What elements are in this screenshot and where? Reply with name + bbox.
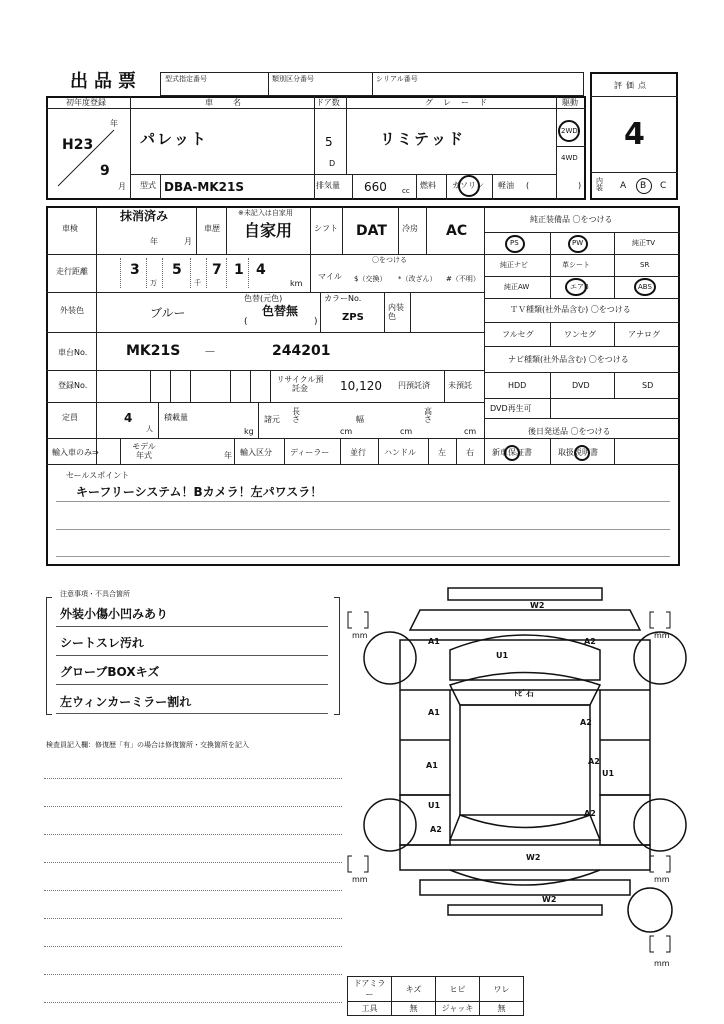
car-name-value: パレット — [140, 130, 208, 148]
inspector-label: 検査員記入欄：修復歴「有」の場合は修復箇所・交換箇所を記入 — [46, 741, 249, 749]
shaken-label: 車検 — [62, 224, 78, 233]
legend-break: ワレ — [480, 977, 524, 1002]
legend-tools-value: 無 — [392, 1002, 436, 1016]
equip-sr: SR — [640, 261, 650, 269]
chassis-label: 車台No. — [58, 348, 88, 357]
sales-text: キーフリーシステム！Bカメラ！左パワスラ！ — [76, 485, 323, 499]
mark-a1-front-left: A1 — [428, 637, 440, 646]
dims-width: 幅 — [356, 415, 364, 424]
mileage-mile: マイル — [318, 272, 342, 281]
later-warranty: 新車保証書 — [492, 448, 532, 457]
model-year-unit: 年 — [224, 451, 232, 460]
model-label: 型式 — [140, 181, 156, 190]
notes-label: 注意事項・不具合箇所 — [60, 590, 130, 598]
import-parallel: 並行 — [350, 448, 366, 457]
drive-2wd: 2WD — [561, 127, 578, 135]
sales-label: セールスポイント — [66, 471, 130, 480]
interior-label: 内装 — [596, 177, 603, 192]
mm-fr: mm — [654, 631, 670, 640]
mm-fl: mm — [352, 631, 368, 640]
mileage-altered: *（改ざん） — [398, 275, 437, 283]
note-item-1: 外装小傷小凹みあり — [60, 607, 169, 621]
color-value: ブルー — [150, 306, 186, 320]
later-manual: 取扱説明書 — [558, 448, 598, 457]
note-item-4: 左ウィンカーミラー割れ — [60, 695, 192, 709]
legend-scratch: キズ — [392, 977, 436, 1002]
mark-a2-front-right: A2 — [584, 637, 596, 646]
door-sub: D — [329, 159, 336, 168]
mark-a2-door-rr: A2 — [588, 757, 600, 766]
mileage-exchanged: $（交換） — [354, 275, 387, 283]
equip-pw: PW — [572, 239, 584, 247]
ac-label: 冷房 — [402, 224, 418, 233]
import-label: 輸入車のみ⇒ — [52, 448, 99, 457]
mark-w2-bottom: W2 — [542, 895, 557, 904]
registration-label: 登録No. — [58, 381, 88, 390]
fuel-diesel: 軽油 — [498, 181, 514, 190]
mm-rl: mm — [352, 875, 368, 884]
drive-label: 駆動 — [562, 98, 578, 107]
legend-jack: ジャッキ — [436, 1002, 480, 1016]
interior-a: A — [620, 181, 627, 191]
dims-length: 長さ — [292, 407, 300, 424]
serial-label: シリアル番号 — [376, 75, 418, 83]
equip-aw: 純正AW — [504, 283, 530, 291]
import-dealer: ディーラー — [290, 448, 330, 457]
handle-left: 左 — [438, 448, 446, 457]
mm-rr: mm — [654, 875, 670, 884]
mark-u1-door-rr: U1 — [602, 769, 615, 778]
history-value: 自家用 — [244, 221, 293, 240]
interior-b: B — [640, 181, 647, 191]
interior-c: C — [660, 181, 667, 191]
recycle-label: リサイクル預託金 — [276, 375, 324, 393]
dims-label: 諸元 — [264, 415, 280, 424]
manual-circle — [574, 445, 590, 461]
color-no-value: ZPS — [342, 312, 364, 323]
score-label: 評価点 — [614, 81, 650, 90]
equip-airbag: エアB — [570, 283, 589, 291]
mark-a2-door-fr: A2 — [580, 718, 592, 727]
mileage-digit-5: 4 — [256, 262, 266, 278]
equip-title: 純正装備品 〇をつける — [530, 215, 613, 224]
year-unit: 年 — [110, 119, 118, 128]
displacement-label: 排気量 — [316, 181, 340, 190]
repaint-paren-close: ) — [314, 317, 318, 327]
month-unit: 月 — [118, 182, 126, 191]
mark-w2-top: W2 — [530, 601, 545, 610]
mileage-digit-1: 3 — [130, 262, 140, 278]
later-title: 後日発送品 〇をつける — [528, 427, 611, 436]
legend-jack-value: 無 — [480, 1002, 524, 1016]
score-value: 4 — [624, 117, 645, 152]
shaken-value: 抹消済み — [120, 209, 169, 223]
doors-value: 5 — [325, 135, 333, 149]
handle-label: ハンドル — [384, 448, 416, 457]
navi-hdd: HDD — [508, 381, 527, 390]
mileage-sen: 千 — [194, 279, 201, 287]
first-reg-label: 初年度登録 — [66, 98, 106, 107]
import-type: 輸入区分 — [240, 448, 272, 457]
drive-4wd: 4WD — [561, 154, 578, 162]
capacity-value: 4 — [124, 411, 133, 425]
tv-title: ＴＶ種類(社外品含む) 〇をつける — [510, 305, 631, 314]
fuel-gas-circle — [458, 175, 480, 197]
model-value: DBA-MK21S — [164, 180, 244, 194]
equip-navi: 純正ナビ — [500, 261, 528, 269]
repaint-label: 色替(元色) — [244, 294, 283, 303]
interior-color-label: 内装色 — [388, 303, 404, 321]
mileage-label: 走行距離 — [56, 267, 88, 276]
shaken-year: 年 — [150, 237, 158, 246]
accessory-table — [347, 976, 524, 1016]
equip-ps: PS — [510, 239, 519, 247]
capacity-label: 定員 — [62, 413, 78, 422]
first-reg-year: H23 — [62, 137, 94, 153]
fuel-paren-close: ) — [578, 181, 582, 190]
mm-spare: mm — [654, 959, 670, 968]
mark-a1-door-rl: A1 — [426, 761, 438, 770]
mark-u1-hood: U1 — [496, 651, 509, 660]
mark-a2-rear-left: A2 — [430, 825, 442, 834]
car-diagram — [340, 580, 720, 980]
fuel-gas: ガソリン — [452, 181, 484, 190]
repaint-paren-open: ( — [244, 317, 248, 327]
mileage-man: 万 — [150, 279, 157, 287]
dims-height: 高さ — [424, 407, 432, 424]
fuel-paren: ( — [526, 181, 530, 190]
tv-fullseg: フルセグ — [502, 330, 534, 339]
dvd-playback: DVD再生可 — [490, 404, 532, 413]
mark-chip: ﾄﾋﾞ石 — [514, 689, 534, 698]
diagonal-divider — [56, 128, 116, 188]
color-label: 外装色 — [60, 306, 84, 315]
load-label: 積載量 — [164, 413, 188, 422]
legend-tools: 工具 — [348, 1002, 392, 1016]
mileage-digit-4: 1 — [234, 262, 244, 278]
mark-a1-door-fl: A1 — [428, 708, 440, 717]
displacement-value: 660 — [364, 180, 387, 194]
tv-oneseg: ワンセグ — [564, 330, 596, 339]
navi-dvd: DVD — [572, 381, 590, 390]
mark-w2-rear: W2 — [526, 853, 541, 862]
shift-label: シフト — [314, 224, 338, 233]
repaint-value: 色替無 — [262, 304, 299, 318]
mileage-digit-2: 5 — [172, 262, 182, 278]
chassis-prefix: MK21S — [126, 343, 181, 359]
capacity-unit: 人 — [146, 425, 153, 433]
chassis-dash: － — [204, 345, 217, 359]
dims-length-cm: cm — [340, 427, 353, 436]
equip-leather: 革シート — [562, 261, 590, 269]
recycle-unit: 円預託済 — [398, 381, 430, 390]
shift-value: DAT — [356, 223, 387, 239]
equip-tv: 純正TV — [632, 239, 656, 247]
cc-unit: cc — [402, 187, 410, 195]
not-deposited: 未預託 — [448, 381, 472, 390]
page-title: 出品票 — [70, 71, 142, 92]
load-kg: kg — [244, 427, 254, 436]
grade-value: リミテッド — [380, 130, 466, 148]
equip-abs: ABS — [638, 283, 652, 291]
first-reg-month: 9 — [100, 163, 110, 179]
tv-analog: アナログ — [628, 330, 660, 339]
type-cert-label: 型式指定番号 — [165, 75, 207, 83]
mileage-unknown: #（不明） — [446, 275, 480, 283]
chassis-number: 244201 — [272, 343, 331, 359]
car-name-label: 車名 — [205, 98, 261, 107]
mileage-km: km — [290, 279, 303, 288]
navi-sd: SD — [642, 381, 654, 390]
legend-mirror: ドアミラー — [348, 977, 392, 1002]
notes-bracket — [46, 597, 52, 715]
handle-right: 右 — [466, 448, 474, 457]
dims-height-cm: cm — [464, 427, 477, 436]
legend-crack: ヒビ — [436, 977, 480, 1002]
mark-u1-rear-left: U1 — [428, 801, 441, 810]
history-label: 車歴 — [204, 224, 220, 233]
mileage-mark-title: 〇をつける — [372, 256, 407, 264]
note-item-3: グローブBOXキズ — [60, 665, 160, 679]
dims-width-cm: cm — [400, 427, 413, 436]
history-note: ※未記入は自家用 — [238, 209, 293, 217]
navi-title: ナビ種類(社外品含む) 〇をつける — [508, 355, 629, 364]
doors-label: ドア数 — [316, 98, 340, 107]
recycle-value: 10,120 — [340, 379, 382, 393]
grade-label: グレード — [425, 98, 497, 107]
mark-a2-rear-right: A2 — [584, 809, 596, 818]
model-year-label: モデル年式 — [132, 442, 156, 460]
shaken-month: 月 — [184, 237, 192, 246]
warranty-circle — [504, 445, 520, 461]
class-label: 類別区分番号 — [272, 75, 314, 83]
color-no-label: カラーNo. — [324, 294, 362, 303]
note-item-2: シートスレ汚れ — [60, 636, 144, 650]
fuel-label: 燃料 — [420, 181, 436, 190]
ac-value: AC — [446, 223, 468, 239]
mileage-digit-3: 7 — [212, 262, 222, 278]
